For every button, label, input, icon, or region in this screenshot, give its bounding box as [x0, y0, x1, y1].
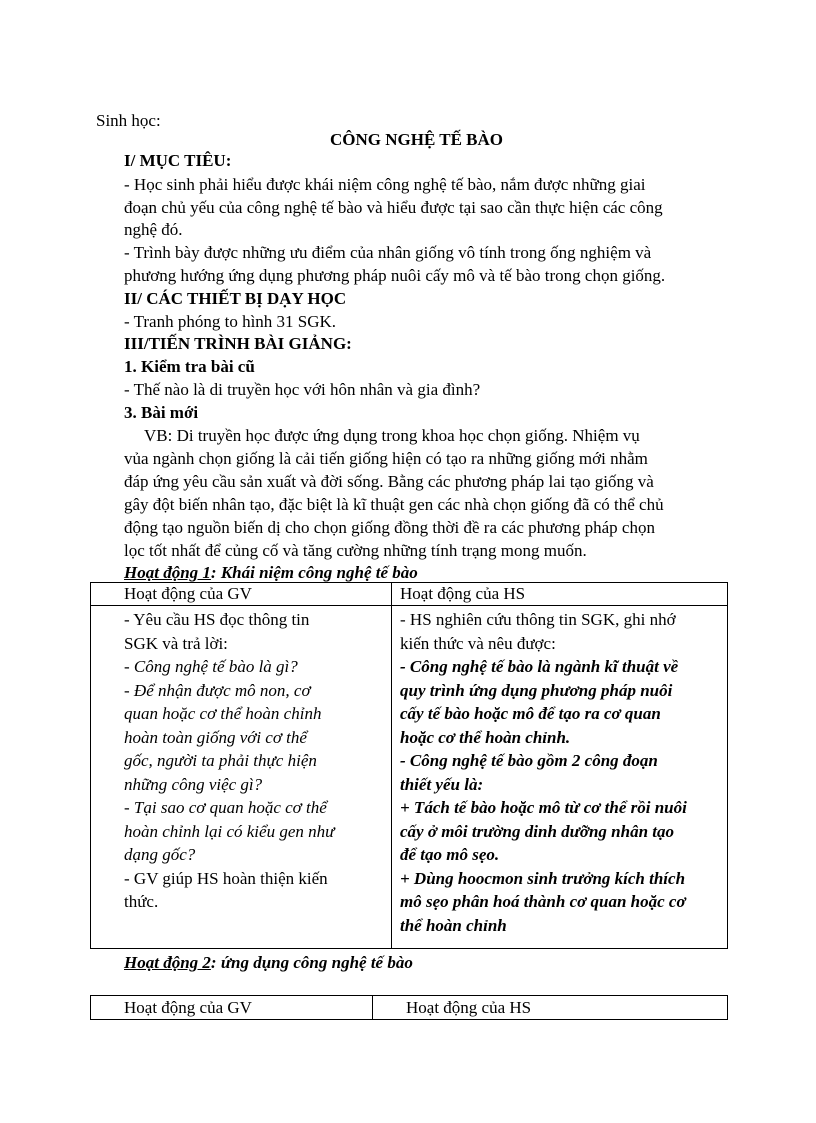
table-header-hs: Hoạt động của HS	[400, 584, 526, 603]
section-2-heading: II/ CÁC THIẾT BỊ DẠY HỌC	[124, 289, 347, 308]
cell-line: - Yêu cầu HS đọc thông tin	[124, 610, 310, 629]
intro-line: VB: Di truyền học được ứng dụng trong khoa học chọn giống. Nhiệm vụ	[144, 426, 640, 445]
equipment-line: - Tranh phóng to hình 31 SGK.	[124, 312, 337, 331]
objective-line: phương hướng ứng dụng phương pháp nuôi cấy mô và tế bào trong chọn giống.	[124, 266, 666, 285]
cell-line: - Để nhận được mô non, cơ	[124, 680, 311, 700]
activity-2-label: Hoạt động 2	[124, 953, 211, 972]
page-title: CÔNG NGHỆ TẾ BÀO	[330, 130, 504, 149]
cell-line: dạng gốc?	[124, 845, 196, 864]
activity-1-heading	[124, 562, 418, 584]
cell-line: - Công nghệ tế bào gồm 2 công đoạn	[400, 751, 658, 770]
activity-2-heading	[124, 952, 413, 974]
cell-line: + Dùng hoocmon sinh trưởng kích thích	[400, 868, 686, 888]
teacher-activity-cell	[124, 608, 334, 914]
table-header-divider	[90, 605, 728, 606]
cell-line: kiến thức và nêu được:	[400, 633, 556, 653]
intro-line: gây đột biến nhân tạo, đặc biệt là kĩ thuật gen các nhà chọn giống đã có thể chủ	[124, 495, 664, 514]
activity-2-title: : ứng dụng công nghệ tế bào	[210, 953, 413, 972]
objective-line: nghệ đó.	[124, 220, 183, 239]
cell-line: hoặc cơ thể hoàn chỉnh.	[400, 727, 571, 747]
activity-1-label: Hoạt động 1	[124, 563, 211, 582]
cell-line: - Công nghệ tế bào là gì?	[124, 657, 298, 676]
student-activity-cell	[400, 608, 687, 937]
table-2-header-gv: Hoạt động của GV	[124, 998, 252, 1017]
objective-line: - Học sinh phải hiểu được khái niệm công nghệ tế bào, nắm được những giai	[124, 175, 646, 194]
objective-line: - Trình bày được những ưu điểm của nhân giống vô tính trong ống nghiệm và	[124, 243, 652, 262]
section-3-heading: III/TIẾN TRÌNH BÀI GIẢNG:	[124, 334, 352, 353]
table-2-header-hs: Hoạt động của HS	[406, 998, 532, 1017]
cell-line: cấy ở môi trường dinh dưỡng nhân tạo	[400, 821, 674, 841]
cell-line: quy trình ứng dụng phương pháp nuôi	[400, 680, 673, 700]
cell-line: cấy tế bào hoặc mô để tạo ra cơ quan	[400, 704, 661, 723]
cell-line: để tạo mô sẹo.	[400, 845, 500, 864]
cell-line: thức.	[124, 892, 159, 911]
cell-line: - Tại sao cơ quan hoặc cơ thể	[124, 798, 327, 817]
cell-line: - Công nghệ tế bào là ngành kĩ thuật về	[400, 657, 679, 676]
cell-line: mô sẹo phân hoá thành cơ quan hoặc cơ	[400, 892, 686, 911]
intro-line: vủa ngành chọn giống là cải tiến giống hiện có tạo ra những giống mới nhằm	[124, 449, 648, 468]
cell-line: quan hoặc cơ thể hoàn chỉnh	[124, 704, 322, 723]
intro-line: lọc tốt nhất để củng cố và tăng cường những tính trạng mong muốn.	[124, 541, 587, 560]
subsection-review-heading: 1. Kiểm tra bài cũ	[124, 357, 255, 376]
cell-line: - HS nghiên cứu thông tin SGK, ghi nhớ	[400, 610, 676, 629]
review-question: - Thế nào là di truyền học với hôn nhân và gia đình?	[124, 380, 481, 399]
cell-line: SGK và trả lời:	[124, 633, 228, 653]
activity-1-title: : Khái niệm công nghệ tế bào	[210, 563, 418, 582]
cell-line: hoàn toàn giống với cơ thể	[124, 727, 307, 747]
table-column-divider	[372, 995, 373, 1020]
objective-line: đoạn chủ yếu của công nghệ tế bào và hiểu được tại sao cần thực hiện các công	[124, 198, 663, 217]
subject-label: Sinh học:	[96, 111, 161, 130]
table-header-gv: Hoạt động của GV	[124, 584, 252, 603]
cell-line: - GV giúp HS hoàn thiện kiến	[124, 868, 328, 888]
intro-line: đáp ứng yêu cầu sản xuất và đời sống. Bằng các phương pháp lai tạo giống và	[124, 472, 654, 491]
subsection-new-lesson-heading: 3. Bài mới	[124, 403, 199, 422]
section-1-heading: I/ MỤC TIÊU:	[124, 151, 232, 170]
table-column-divider	[391, 582, 392, 949]
cell-line: + Tách tế bào hoặc mô từ cơ thể rồi nuôi	[400, 798, 687, 817]
cell-line: những công việc gì?	[124, 774, 263, 794]
cell-line: hoàn chỉnh lại có kiểu gen như	[124, 821, 335, 841]
cell-line: thiết yếu là:	[400, 774, 484, 794]
intro-line: động tạo nguồn biến dị cho chọn giống đồng thời đề ra các phương pháp chọn	[124, 518, 655, 537]
cell-line: gốc, người ta phải thực hiện	[124, 751, 317, 770]
cell-line: thể hoàn chỉnh	[400, 915, 507, 935]
